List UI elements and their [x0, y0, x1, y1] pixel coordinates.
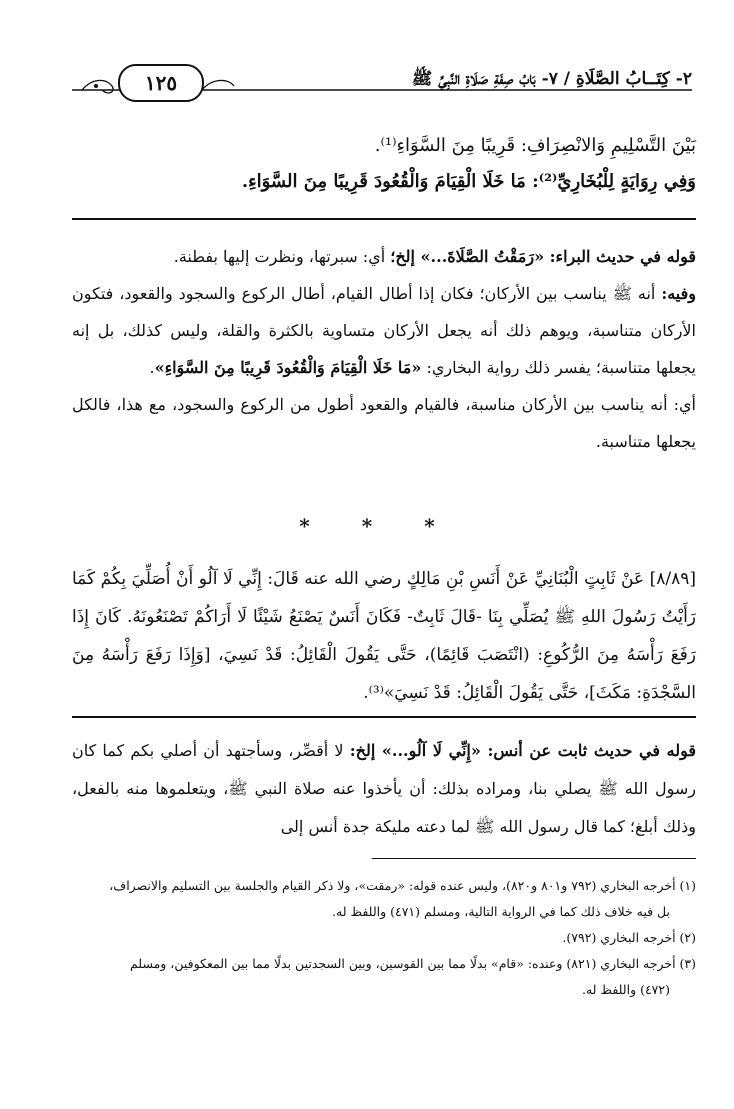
bukhari-narration-text: : مَا خَلَا الْقِيَامَ وَالْقُعُودَ قَرِيبًا مِنَ السَّوَاءِ.	[241, 171, 539, 192]
commentary-paragraph	[72, 732, 696, 846]
commentary-anas	[72, 732, 696, 846]
footnote-2: (٢) أخرجه البخاري (٧٩٢).	[562, 930, 696, 945]
commentary-paragraph	[72, 238, 696, 275]
commentary-text: أي: سبرتها، ونظرت إليها بفطنة.	[173, 247, 391, 266]
commentary-text: أنه ﷺ يناسب بين الأركان؛ فكان إذا أطال القيام، أطال الركوع والسجود والقعود، فتكون الأركان متناسبة، ويوهم ذلك أنه يجعل الأركان متساوية بالكثرة والقلة، وليس كذلك، بل إنه يجعلها متناسبة؛ يفسر ذلك رواية البخاري:	[72, 284, 696, 377]
footnote-divider	[372, 858, 696, 859]
footnote-1: (١) أخرجه البخاري (٧٩٢ و٨٠١ و٨٢٠)، وليس عنده قوله: «رمقت»، ولا ذكر القيام والجلسة بين التسليم والانصراف،	[109, 878, 696, 893]
quoted-narration: «مَا خَلَا الْقِيَامَ وَالْقُعُودَ قَرِيبًا مِنَ السَّوَاءِ»	[154, 358, 422, 377]
commentary-lead: قوله في حديث البراء: «رَمَقْتُ الصَّلَاةَ...» إلخ؛	[390, 247, 696, 266]
hadith-line-1: بَيْنَ التَّسْلِيمِ وَالانْصِرَافِ: قَرِيبًا مِنَ السَّوَاءِ⁽¹⁾.	[374, 135, 696, 156]
footnotes	[72, 874, 696, 1004]
hadith-text-top	[72, 128, 696, 200]
commentary-lead: وفيه:	[661, 284, 696, 303]
section-divider	[72, 716, 696, 718]
separator-star: *	[361, 514, 373, 538]
commentary-text: .	[149, 358, 155, 377]
commentary-bara	[72, 238, 696, 460]
page-header	[72, 58, 692, 108]
hadith-line-2	[72, 164, 696, 200]
page-number: ١٢٥	[118, 64, 204, 102]
section-divider	[72, 218, 696, 220]
bukhari-narration-lead: وَفِي رِوَايَةٍ لِلْبُخَارِيِّ⁽²⁾	[538, 171, 696, 192]
running-title: ٢- كِتَــابُ الصَّلَاةِ / ٧- بَابُ صِفَةِ صَلَاةِ النَّبِيِّ ﷺ	[411, 69, 692, 89]
footnote-3: (٣) أخرجه البخاري (٨٢١) وعنده: «قام» بدلًا مما بين القوسين، وبين السجدتين بدلًا مما بين المعكوفين، ومسلم	[129, 956, 696, 971]
separator-star: *	[299, 514, 310, 538]
hadith-89	[72, 560, 696, 712]
separator-star: *	[424, 514, 435, 538]
commentary-paragraph: أي: أنه يناسب بين الأركان مناسبة، فالقيام والقعود أطول من الركوع والسجود، مع هذا، فالكل يجعلها متناسبة.	[72, 395, 696, 451]
commentary-lead: قوله في حديث ثابت عن أنس: «إِنِّي لَا آلُو...» إلخ:	[349, 741, 696, 760]
section-separator	[0, 514, 734, 538]
hadith-text: [٨/٨٩] عَنْ ثَابِتٍ الْبُنَانِيِّ عَنْ أَنَسِ بْنِ مَالِكٍ رضي الله عنه قَالَ: إِنِّي لَا آلُو أَنْ أُصَلِّيَ بِكُمْ كَمَا رَأَيْتُ رَسُولَ اللهِ ﷺ يُصَلِّي بِنَا -قَالَ ثَابِتٌ- فَكَانَ أَنَسٌ يَصْنَعُ شَيْئًا لَا أَرَاكُمْ تَصْنَعُونَهُ. كَانَ إِذَا رَفَعَ رَأْسَهُ مِنَ الرُّكُوعِ: (انْتَصَبَ قَائِمًا)، حَتَّى يَقُولَ الْقَائِلُ: قَدْ نَسِيَ، [وَإِذَا رَفَعَ رَأْسَهُ مِنَ السَّجْدَةِ: مَكَثَ]، حَتَّى يَقُولَ الْقَائِلُ: قَدْ نَسِيَ»⁽³⁾.	[72, 569, 696, 703]
footnote-1-cont: بل فيه خلاف ذلك كما في الرواية التالية، ومسلم (٤٧١) واللفظ له.	[332, 904, 670, 919]
commentary-text: لا أقصِّر، وسأجتهد أن أصلي بكم كما كان رسول الله ﷺ يصلي بنا، ومراده بذلك: أن يأخذوا عنه صلاة النبي ﷺ، ويتعلموها منه بالفعل، وذلك أبلغ؛ كما قال رسول الله ﷺ لما دعته مليكة جدة أنس إلى	[72, 741, 696, 836]
commentary-paragraph	[72, 275, 696, 386]
footnote-3-cont: (٤٧٢) واللفظ له.	[582, 982, 670, 997]
